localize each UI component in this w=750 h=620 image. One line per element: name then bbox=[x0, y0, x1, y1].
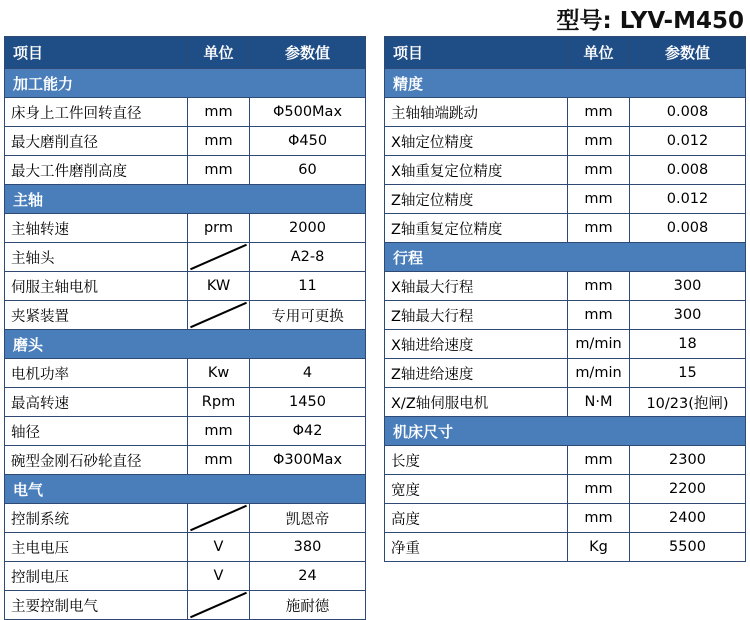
row-value: 2400 bbox=[630, 504, 746, 533]
section-header-row bbox=[5, 69, 366, 98]
diagonal-slash-icon bbox=[188, 504, 250, 533]
row-unit: Kg bbox=[568, 533, 630, 562]
table-row bbox=[385, 446, 746, 475]
row-item: Z轴定位精度 bbox=[385, 185, 568, 214]
table-row bbox=[5, 272, 366, 301]
row-value: A2-8 bbox=[250, 243, 366, 272]
row-item: 主轴轴端跳动 bbox=[385, 98, 568, 127]
section-header-row bbox=[5, 185, 366, 214]
diagonal-slash-icon bbox=[188, 591, 250, 620]
row-value: Φ300Max bbox=[250, 446, 366, 475]
row-item: X轴重复定位精度 bbox=[385, 156, 568, 185]
row-unit: mm bbox=[568, 185, 630, 214]
row-value: Φ450 bbox=[250, 127, 366, 156]
row-value: 专用可更换 bbox=[250, 301, 366, 330]
row-unit: KW bbox=[188, 272, 250, 301]
row-unit: mm bbox=[188, 446, 250, 475]
row-value: 2000 bbox=[250, 214, 366, 243]
row-unit: mm bbox=[188, 127, 250, 156]
row-value: 2300 bbox=[630, 446, 746, 475]
row-item: X轴定位精度 bbox=[385, 127, 568, 156]
row-value: 4 bbox=[250, 359, 366, 388]
header-unit: 单位 bbox=[188, 37, 250, 69]
table-row bbox=[5, 591, 366, 620]
table-row bbox=[385, 475, 746, 504]
table-row bbox=[385, 98, 746, 127]
row-value: 300 bbox=[630, 301, 746, 330]
row-value: 0.012 bbox=[630, 185, 746, 214]
table-row bbox=[5, 98, 366, 127]
row-item: X/Z轴伺服电机 bbox=[385, 388, 568, 417]
table-row bbox=[5, 359, 366, 388]
header-value: 参数值 bbox=[630, 37, 746, 69]
row-item: 主轴头 bbox=[5, 243, 188, 272]
row-unit: mm bbox=[568, 272, 630, 301]
row-unit: m/min bbox=[568, 359, 630, 388]
row-value: 380 bbox=[250, 533, 366, 562]
row-value: 15 bbox=[630, 359, 746, 388]
row-item: 高度 bbox=[385, 504, 568, 533]
row-value: 0.012 bbox=[630, 127, 746, 156]
row-value: 18 bbox=[630, 330, 746, 359]
row-value: 0.008 bbox=[630, 98, 746, 127]
section-label: 加工能力 bbox=[5, 69, 366, 98]
section-label: 电气 bbox=[5, 475, 366, 504]
right-spec-table bbox=[384, 36, 746, 562]
left-spec-table bbox=[4, 36, 366, 620]
row-value: 5500 bbox=[630, 533, 746, 562]
row-item: 最大工件磨削高度 bbox=[5, 156, 188, 185]
row-value: 0.008 bbox=[630, 156, 746, 185]
row-value: 300 bbox=[630, 272, 746, 301]
header-value: 参数值 bbox=[250, 37, 366, 69]
row-item: 净重 bbox=[385, 533, 568, 562]
section-header-row bbox=[5, 330, 366, 359]
row-item: Z轴重复定位精度 bbox=[385, 214, 568, 243]
table-row bbox=[385, 127, 746, 156]
row-value: 60 bbox=[250, 156, 366, 185]
table-header-row bbox=[5, 37, 366, 69]
table-row bbox=[385, 504, 746, 533]
row-value: Φ500Max bbox=[250, 98, 366, 127]
diagonal-slash-icon bbox=[188, 243, 250, 272]
table-row bbox=[5, 446, 366, 475]
row-item: 伺服主轴电机 bbox=[5, 272, 188, 301]
row-value: 11 bbox=[250, 272, 366, 301]
row-unit: Kw bbox=[188, 359, 250, 388]
row-value: 2200 bbox=[630, 475, 746, 504]
section-label: 磨头 bbox=[5, 330, 366, 359]
row-item: X轴进给速度 bbox=[385, 330, 568, 359]
row-value: 1450 bbox=[250, 388, 366, 417]
row-unit: mm bbox=[188, 156, 250, 185]
table-row bbox=[5, 388, 366, 417]
left-spec-column bbox=[4, 36, 366, 620]
row-item: 控制电压 bbox=[5, 562, 188, 591]
table-row bbox=[385, 388, 746, 417]
table-row bbox=[385, 272, 746, 301]
row-value: 施耐德 bbox=[250, 591, 366, 620]
table-row bbox=[5, 504, 366, 533]
row-unit: mm bbox=[568, 156, 630, 185]
section-label: 行程 bbox=[385, 243, 746, 272]
row-unit: mm bbox=[568, 98, 630, 127]
table-row bbox=[5, 214, 366, 243]
row-unit: N·M bbox=[568, 388, 630, 417]
section-header-row bbox=[385, 69, 746, 98]
row-value: 24 bbox=[250, 562, 366, 591]
table-row bbox=[5, 562, 366, 591]
section-header-row bbox=[385, 243, 746, 272]
row-unit: mm bbox=[188, 98, 250, 127]
table-row bbox=[5, 533, 366, 562]
row-item: 最大磨削直径 bbox=[5, 127, 188, 156]
table-row bbox=[385, 359, 746, 388]
row-unit: mm bbox=[568, 475, 630, 504]
row-unit: V bbox=[188, 562, 250, 591]
row-item: 最高转速 bbox=[5, 388, 188, 417]
row-unit: mm bbox=[568, 214, 630, 243]
header-item: 项目 bbox=[5, 37, 188, 69]
table-row bbox=[385, 185, 746, 214]
row-unit: V bbox=[188, 533, 250, 562]
row-unit: mm bbox=[568, 446, 630, 475]
spec-tables bbox=[4, 36, 746, 620]
right-spec-column bbox=[384, 36, 746, 620]
row-item: 床身上工件回转直径 bbox=[5, 98, 188, 127]
table-row bbox=[385, 214, 746, 243]
row-item: 碗型金刚石砂轮直径 bbox=[5, 446, 188, 475]
section-label: 主轴 bbox=[5, 185, 366, 214]
section-header-row bbox=[5, 475, 366, 504]
table-header-row bbox=[385, 37, 746, 69]
row-item: Z轴最大行程 bbox=[385, 301, 568, 330]
table-row bbox=[5, 243, 366, 272]
row-item: 主要控制电气 bbox=[5, 591, 188, 620]
table-row bbox=[5, 301, 366, 330]
table-row bbox=[385, 301, 746, 330]
row-unit: mm bbox=[568, 301, 630, 330]
table-row bbox=[385, 533, 746, 562]
row-unit: prm bbox=[188, 214, 250, 243]
row-value: 0.008 bbox=[630, 214, 746, 243]
row-item: 电机功率 bbox=[5, 359, 188, 388]
row-value: 10/23(抱闸) bbox=[630, 388, 746, 417]
left-table-body bbox=[5, 37, 366, 620]
row-unit: mm bbox=[188, 417, 250, 446]
row-value: Φ42 bbox=[250, 417, 366, 446]
header-item: 项目 bbox=[385, 37, 568, 69]
row-item: 宽度 bbox=[385, 475, 568, 504]
diagonal-slash-icon bbox=[188, 301, 250, 330]
row-item: 夹紧装置 bbox=[5, 301, 188, 330]
table-row bbox=[5, 417, 366, 446]
section-label: 精度 bbox=[385, 69, 746, 98]
row-item: 长度 bbox=[385, 446, 568, 475]
page-title: 型号: LYV-M450 bbox=[556, 8, 744, 34]
row-item: 轴径 bbox=[5, 417, 188, 446]
row-item: Z轴进给速度 bbox=[385, 359, 568, 388]
row-item: 主电电压 bbox=[5, 533, 188, 562]
row-value: 凯恩帝 bbox=[250, 504, 366, 533]
table-row bbox=[385, 330, 746, 359]
header-unit: 单位 bbox=[568, 37, 630, 69]
section-label: 机床尺寸 bbox=[385, 417, 746, 446]
row-item: 主轴转速 bbox=[5, 214, 188, 243]
section-header-row bbox=[385, 417, 746, 446]
right-table-body bbox=[385, 37, 746, 562]
row-unit: mm bbox=[568, 504, 630, 533]
row-unit: mm bbox=[568, 127, 630, 156]
table-row bbox=[5, 127, 366, 156]
row-unit: Rpm bbox=[188, 388, 250, 417]
row-item: X轴最大行程 bbox=[385, 272, 568, 301]
row-unit: m/min bbox=[568, 330, 630, 359]
row-item: 控制系统 bbox=[5, 504, 188, 533]
table-row bbox=[5, 156, 366, 185]
table-row bbox=[385, 156, 746, 185]
